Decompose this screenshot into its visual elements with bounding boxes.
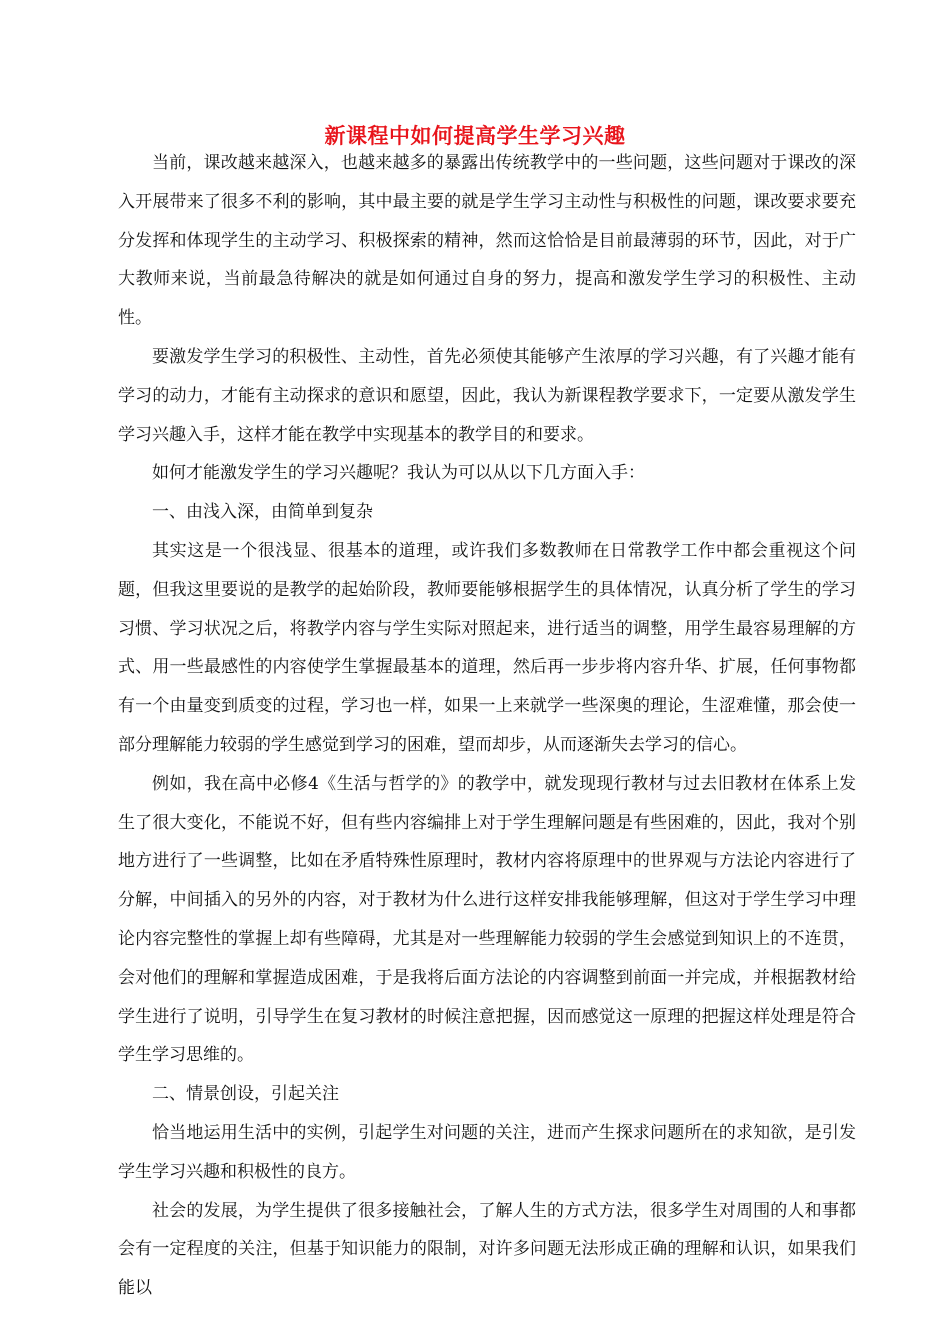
paragraph-section1-example: 例如，我在高中必修4《生活与哲学的》的教学中，就发现现行教材与过去旧教材在体系上发生了很大变化，不能说不好，但有些内容编排上对于学生理解问题是有些困难的，因此，我对个别地方进行了一些调整，比如在矛盾特殊性原理时，教材内容将原理中的世界观与方法论内容进行了分解，中间插入的另外的内容，对于教材为什么进行这样安排我能够理解，但这对于学生学习中理论内容完整性的掌握上却有些障碍，尤其是对一些理解能力较弱的学生会感觉到知识上的不连贯，会对他们的理解和掌握造成困难，于是我将后面方法论的内容调整到前面一并完成，并根据教材给学生进行了说明，引导学生在复习教材的时候注意把握，因而感觉这一原理的把握这样处理是符合学生学习思维的。 (118, 773, 856, 1066)
paragraph-section2-body: 恰当地运用生活中的实例，引起学生对问题的关注，进而产生探求问题所在的求知欲，是引发学生学习兴趣和积极性的良方。 (118, 1122, 856, 1182)
document-title: 新课程中如何提高学生学习兴趣 (324, 123, 626, 148)
paragraph-section1-body: 其实这是一个很浅显、很基本的道理，或许我们多数教师在日常教学工作中都会重视这个问题，但我这里要说的是教学的起始阶段，教师要能够根据学生的具体情况，认真分析了学生的学习习惯、学习状况之后，将教学内容与学生实际对照起来，进行适当的调整，用学生最容易理解的方式、用一些最感性的内容使学生掌握最基本的道理，然后再一步步将内容升华、扩展，任何事物都有一个由量变到质变的过程，学习也一样，如果一上来就学一些深奥的理论，生涩难懂，那会使一部分理解能力较弱的学生感觉到学习的困难，望而却步，从而逐渐失去学习的信心。 (118, 540, 856, 755)
section-heading-1: 一、由浅入深，由简单到复杂 (152, 502, 373, 523)
paragraph-section2-society: 社会的发展，为学生提供了很多接触社会，了解人生的方式方法，很多学生对周围的人和事都会有一定程度的关注，但基于知识能力的限制，对许多问题无法形成正确的理解和认识，如果我们能以 (118, 1200, 856, 1299)
paragraph-interest: 要激发学生学习的积极性、主动性，首先必须使其能够产生浓厚的学习兴趣，有了兴趣才能有学习的动力，才能有主动探求的意识和愿望，因此，我认为新课程教学要求下，一定要从激发学生学习兴趣入手，这样才能在教学中实现基本的教学目的和要求。 (118, 346, 856, 445)
section-heading-2: 二、情景创设，引起关注 (152, 1084, 339, 1105)
paragraph-question: 如何才能激发学生的学习兴趣呢？我认为可以从以下几方面入手： (152, 463, 645, 484)
document-body (118, 144, 856, 1308)
paragraph-intro: 当前，课改越来越深入，也越来越多的暴露出传统教学中的一些问题，这些问题对于课改的深入开展带来了很多不利的影响，其中最主要的就是学生学习主动性与积极性的问题，课改要求要充分发挥和体现学生的主动学习、积极探索的精神，然而这恰恰是目前最薄弱的环节，因此，对于广大教师来说，当前最急待解决的就是如何通过自身的努力，提高和激发学生学习的积极性、主动性。 (118, 153, 856, 329)
